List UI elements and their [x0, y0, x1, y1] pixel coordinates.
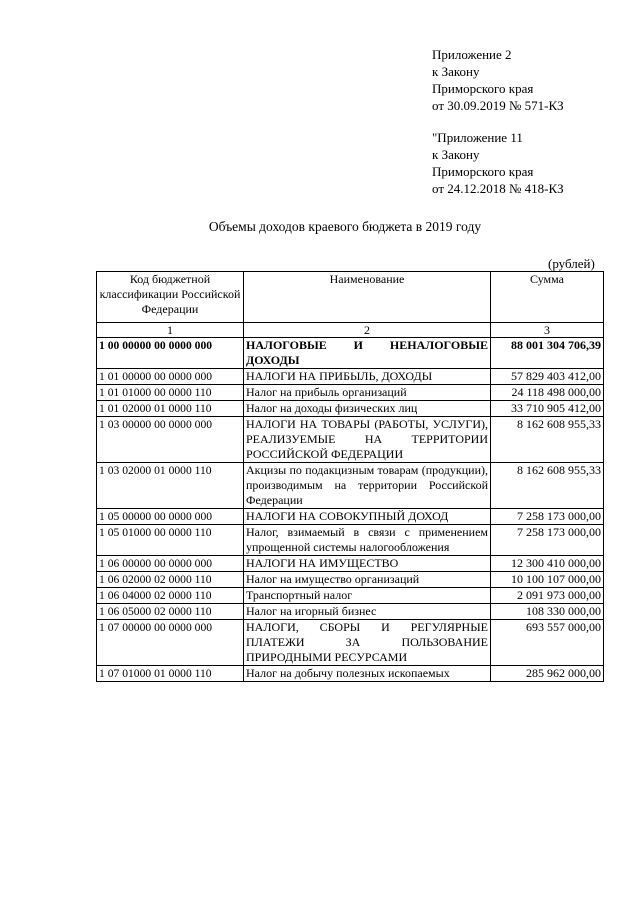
row-code: 1 06 05000 02 0000 110 — [97, 604, 244, 620]
header-code: Код бюджетной классификации Российской Федерации — [97, 272, 244, 323]
row-amount: 693 557 000,00 — [491, 620, 604, 666]
row-code: 1 03 00000 00 0000 000 — [97, 417, 244, 463]
appendix-line: "Приложение 11 — [432, 130, 523, 145]
table-row — [97, 666, 604, 682]
table-row — [97, 401, 604, 417]
table-row — [97, 604, 604, 620]
document-title: Объемы доходов краевого бюджета в 2019 году — [208, 219, 482, 234]
row-name: Налог на имущество организаций — [244, 572, 491, 588]
row-code: 1 07 01000 01 0000 110 — [97, 666, 244, 682]
row-name: Налог на прибыль организаций — [244, 385, 491, 401]
table-row — [97, 509, 604, 525]
header-amount: Сумма — [491, 272, 604, 323]
appendix-line: к Закону — [432, 147, 480, 162]
appendix-original-block — [432, 129, 564, 197]
table-row — [97, 385, 604, 401]
row-name: Транспортный налог — [244, 588, 491, 604]
column-number: 3 — [491, 323, 604, 338]
table-row — [97, 369, 604, 385]
appendix-line: Приморского края — [432, 81, 534, 96]
row-amount: 108 330 000,00 — [491, 604, 604, 620]
appendix-line: Приложение 2 — [432, 47, 512, 62]
row-code: 1 05 01000 00 0000 110 — [97, 525, 244, 556]
row-amount: 7 258 173 000,00 — [491, 509, 604, 525]
row-code: 1 06 02000 02 0000 110 — [97, 572, 244, 588]
row-amount: 7 258 173 000,00 — [491, 525, 604, 556]
table-body — [97, 338, 604, 682]
table-row — [97, 525, 604, 556]
row-name: Акцизы по подакцизным товарам (продукции), производимым на территории Российской Федерации — [244, 463, 491, 509]
row-code: 1 01 00000 00 0000 000 — [97, 369, 244, 385]
row-amount: 8 162 608 955,33 — [491, 417, 604, 463]
table-row — [97, 588, 604, 604]
row-amount: 12 300 410 000,00 — [491, 556, 604, 572]
table-row — [97, 556, 604, 572]
revenue-table — [96, 271, 604, 682]
row-code: 1 05 00000 00 0000 000 — [97, 509, 244, 525]
appendix-line: к Закону — [432, 64, 480, 79]
header-name: Наименование — [244, 272, 491, 323]
column-number: 2 — [244, 323, 491, 338]
appendix-line: от 24.12.2018 № 418-КЗ — [432, 181, 564, 196]
row-name: Налог на добычу полезных ископаемых — [244, 666, 491, 682]
row-name: Налог, взимаемый в связи с применением упрощенной системы налогообложения — [244, 525, 491, 556]
row-name: НАЛОГИ НА ПРИБЫЛЬ, ДОХОДЫ — [244, 369, 491, 385]
appendix-line: Приморского края — [432, 164, 534, 179]
row-name: НАЛОГИ НА ИМУЩЕСТВО — [244, 556, 491, 572]
row-amount: 285 962 000,00 — [491, 666, 604, 682]
row-amount: 88 001 304 706,39 — [491, 338, 604, 369]
row-code: 1 01 02000 01 0000 110 — [97, 401, 244, 417]
row-name: НАЛОГИ НА ТОВАРЫ (РАБОТЫ, УСЛУГИ), РЕАЛИЗУЕМЫЕ НА ТЕРРИТОРИИ РОССИЙСКОЙ ФЕДЕРАЦИИ — [244, 417, 491, 463]
row-code: 1 06 04000 02 0000 110 — [97, 588, 244, 604]
row-amount: 57 829 403 412,00 — [491, 369, 604, 385]
row-name: НАЛОГИ НА СОВОКУПНЫЙ ДОХОД — [244, 509, 491, 525]
row-name: НАЛОГИ, СБОРЫ И РЕГУЛЯРНЫЕ ПЛАТЕЖИ ЗА ПОЛЬЗОВАНИЕ ПРИРОДНЫМИ РЕСУРСАМИ — [244, 620, 491, 666]
column-number: 1 — [97, 323, 244, 338]
row-code: 1 06 00000 00 0000 000 — [97, 556, 244, 572]
appendix-current-block — [432, 46, 564, 114]
row-name: НАЛОГОВЫЕ И НЕНАЛОГОВЫЕ ДОХОДЫ — [244, 338, 491, 369]
row-name: Налог на игорный бизнес — [244, 604, 491, 620]
row-code: 1 07 00000 00 0000 000 — [97, 620, 244, 666]
table-header-row — [97, 272, 604, 323]
units-label: (рублей) — [548, 256, 595, 271]
row-amount: 8 162 608 955,33 — [491, 463, 604, 509]
row-name: Налог на доходы физических лиц — [244, 401, 491, 417]
row-amount: 2 091 973 000,00 — [491, 588, 604, 604]
table-row — [97, 417, 604, 463]
row-code: 1 03 02000 01 0000 110 — [97, 463, 244, 509]
table-row — [97, 572, 604, 588]
table-column-number-row — [97, 323, 604, 338]
table-row — [97, 338, 604, 369]
table-row — [97, 463, 604, 509]
row-code: 1 00 00000 00 0000 000 — [97, 338, 244, 369]
row-code: 1 01 01000 00 0000 110 — [97, 385, 244, 401]
row-amount: 33 710 905 412,00 — [491, 401, 604, 417]
row-amount: 10 100 107 000,00 — [491, 572, 604, 588]
row-amount: 24 118 498 000,00 — [491, 385, 604, 401]
appendix-line: от 30.09.2019 № 571-КЗ — [432, 98, 564, 113]
table-row — [97, 620, 604, 666]
